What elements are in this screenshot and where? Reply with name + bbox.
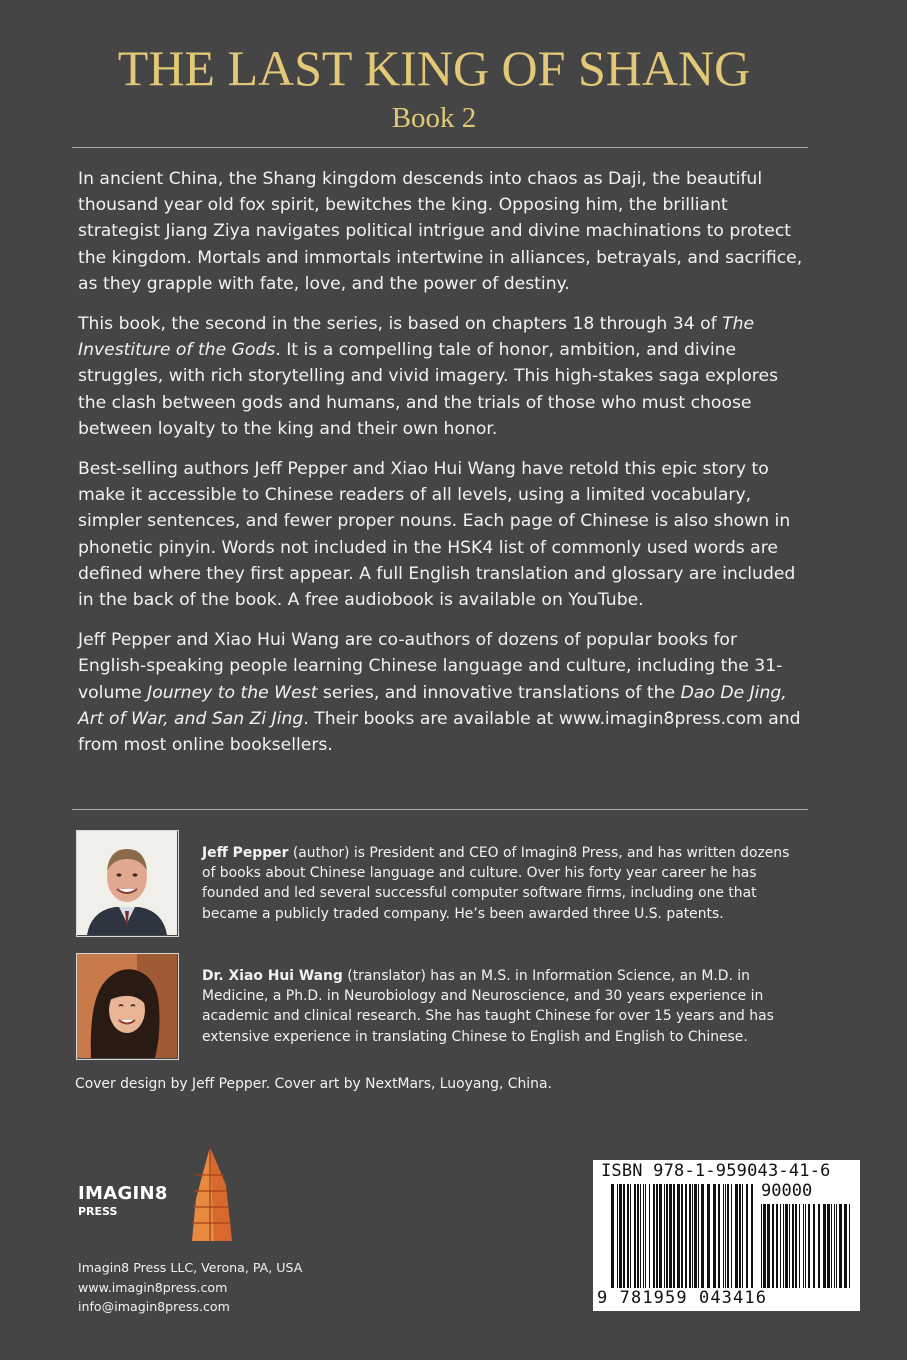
barcode-number: 9 781959 043416 bbox=[597, 1288, 768, 1308]
middle-divider bbox=[72, 809, 808, 810]
barcode-bar bbox=[746, 1184, 748, 1288]
author-photo-jeff-pepper bbox=[76, 830, 179, 937]
barcode-bar bbox=[698, 1184, 699, 1288]
author-photo-xiao-hui-wang bbox=[76, 953, 179, 1060]
bio-xiao-hui-wang-text: (translator) has an M.S. in Information Science, an M.D. in Medicine, a Ph.D. in Neurobiology and Neuroscience, and 30 years experience in academic and clinical research. She has taught Chinese for over 15 years and has extensive experience in translating Chinese to English and English to Chinese. bbox=[202, 968, 774, 1045]
isbn-text: ISBN 978-1-959043-41-6 bbox=[601, 1161, 831, 1181]
barcode-bar bbox=[617, 1184, 618, 1288]
barcode-bar bbox=[634, 1184, 636, 1288]
barcode-bar bbox=[725, 1184, 726, 1288]
barcode-bar bbox=[637, 1184, 639, 1288]
publisher-email: info@imagin8press.com bbox=[78, 1299, 230, 1314]
publisher-address-block bbox=[78, 1258, 302, 1317]
barcode-bar bbox=[685, 1184, 687, 1288]
barcode-bar bbox=[803, 1204, 804, 1288]
barcode-bar bbox=[735, 1184, 738, 1288]
barcode-bar bbox=[659, 1184, 662, 1288]
barcode-bar bbox=[783, 1204, 784, 1288]
barcode-bar bbox=[839, 1204, 842, 1288]
junk-sail-icon bbox=[186, 1145, 236, 1245]
bio-xiao-hui-wang-name: Dr. Xiao Hui Wang bbox=[202, 968, 343, 984]
barcode-bar bbox=[780, 1204, 781, 1288]
barcode-bar bbox=[681, 1184, 683, 1288]
barcode-bar bbox=[713, 1184, 716, 1288]
bio-jeff-pepper-name: Jeff Pepper bbox=[202, 845, 289, 861]
barcode-bar bbox=[630, 1184, 631, 1288]
barcode-bar bbox=[751, 1184, 753, 1288]
barcode-bar bbox=[656, 1184, 658, 1288]
barcode-bar bbox=[799, 1204, 800, 1288]
barcode-bar bbox=[640, 1184, 641, 1288]
barcode-bar bbox=[718, 1184, 720, 1288]
barcode-bar bbox=[763, 1204, 766, 1288]
barcode-bar bbox=[761, 1204, 762, 1288]
book-subtitle: Book 2 bbox=[391, 102, 477, 134]
barcode-bar bbox=[823, 1204, 826, 1288]
barcode-bar bbox=[694, 1184, 697, 1288]
barcode-bar bbox=[649, 1184, 650, 1288]
barcode-bar bbox=[805, 1204, 806, 1288]
barcode-bar bbox=[818, 1204, 820, 1288]
blurb-p2-text-a: This book, the second in the series, is based on chapters 18 through 34 of bbox=[78, 314, 723, 335]
blurb-p4-italic-1: Journey to the West bbox=[147, 682, 318, 703]
barcode-bar bbox=[673, 1184, 675, 1288]
blurb-paragraph-4 bbox=[78, 627, 808, 758]
barcode-bar bbox=[619, 1184, 622, 1288]
barcode-bar bbox=[623, 1184, 625, 1288]
barcode-bars-addon bbox=[761, 1204, 853, 1288]
barcode-bar bbox=[723, 1184, 724, 1288]
barcode-bars-main bbox=[611, 1184, 755, 1288]
barcode-bar bbox=[792, 1204, 794, 1288]
barcode-bar bbox=[653, 1184, 655, 1288]
publisher-logo bbox=[78, 1145, 238, 1245]
barcode-bar bbox=[677, 1184, 680, 1288]
blurb-p4-text-c: . Their books are available at www.imagin8press.com and from most online booksellers. bbox=[78, 708, 801, 756]
barcode-bar bbox=[849, 1204, 850, 1288]
barcode-bar bbox=[808, 1204, 810, 1288]
blurb-paragraph-2 bbox=[78, 311, 808, 442]
barcode-bar bbox=[666, 1184, 668, 1288]
barcode-bar bbox=[795, 1204, 797, 1288]
publisher-website: www.imagin8press.com bbox=[78, 1279, 228, 1295]
blurb bbox=[78, 166, 808, 772]
blurb-p2-italic: The Investiture of the Gods bbox=[78, 314, 755, 361]
blurb-p2-text-b: . It is a compelling tale of honor, ambition, and divine struggles, with rich storytelling and vivid imagery. This high-stakes saga explores the clash between gods and humans, and the trials of those who must choose between loyalty to the king and their own honor. bbox=[78, 340, 779, 439]
blurb-p4-italic-2: Dao De Jing, Art of War, and San Zi Jing bbox=[78, 682, 787, 729]
barcode-bar bbox=[727, 1184, 729, 1288]
blurb-paragraph-3: Best-selling authors Jeff Pepper and Xiao Hui Wang have retold this epic story to make it accessible to Chinese readers of all levels, using a limited vocabulary, simpler sentences, and fewer proper nouns. Each page of Chinese is also shown in phonetic pinyin. Words not included in the HSK4 list of commonly used words are defined where they first appear. A full English translation and glossary are included in the back of the book. A free audiobook is available on YouTube. bbox=[78, 459, 796, 611]
price-code: 90000 bbox=[761, 1181, 813, 1201]
barcode-bar bbox=[772, 1204, 774, 1288]
barcode-bar bbox=[836, 1204, 837, 1288]
barcode-bar bbox=[742, 1184, 743, 1288]
barcode-bar bbox=[831, 1204, 832, 1288]
barcode-bar bbox=[767, 1204, 770, 1288]
bio-jeff-pepper-text: (author) is President and CEO of Imagin8 Press, and has written dozens of books about Chinese language and culture. Over his forty year career he has founded and led several successful computer software firms, including one that became a publicly traded company. He’s been awarded three U.S. patents. bbox=[202, 845, 790, 922]
barcode-bar bbox=[785, 1204, 788, 1288]
logo-wordmark: IMAGIN8 bbox=[78, 1183, 168, 1204]
barcode-bar bbox=[701, 1184, 704, 1288]
isbn-barcode bbox=[593, 1160, 860, 1311]
barcode-bar bbox=[844, 1204, 847, 1288]
blurb-p4-text-a: Jeff Pepper and Xiao Hui Wang are co-authors of dozens of popular books for English-speaking people learning Chinese language and culture, including the 31-volume bbox=[78, 630, 783, 703]
barcode-bar bbox=[827, 1204, 830, 1288]
cover-credit: Cover design by Jeff Pepper. Cover art by NextMars, Luoyang, China. bbox=[75, 1076, 552, 1092]
blurb-p4-text-b: series, and innovative translations of the bbox=[317, 682, 681, 703]
bio-xiao-hui-wang bbox=[202, 966, 802, 1047]
barcode-bar bbox=[664, 1184, 665, 1288]
barcode-bar bbox=[739, 1184, 741, 1288]
book-title: THE LAST KING OF SHANG bbox=[117, 40, 751, 96]
barcode-bar bbox=[627, 1184, 629, 1288]
barcode-bar bbox=[789, 1204, 790, 1288]
bio-jeff-pepper bbox=[202, 843, 802, 924]
barcode-bar bbox=[731, 1184, 732, 1288]
barcode-bar bbox=[692, 1184, 693, 1288]
barcode-bar bbox=[834, 1204, 835, 1288]
top-divider bbox=[72, 147, 808, 148]
logo-subword: PRESS bbox=[78, 1205, 118, 1218]
blurb-paragraph-1: In ancient China, the Shang kingdom descends into chaos as Daji, the beautiful thousand year old fox spirit, bewitches the king. Opposing him, the brilliant strategist Jiang Ziya navigates political intrigue and divine machinations to protect the kingdom. Mortals and immortals intertwine in alliances, betrayals, and sacrifice, as they grapple with fate, love, and the power of destiny. bbox=[78, 169, 803, 294]
publisher-address: Imagin8 Press LLC, Verona, PA, USA bbox=[78, 1260, 303, 1275]
barcode-bar bbox=[643, 1184, 644, 1288]
barcode-bar bbox=[611, 1184, 614, 1288]
barcode-bar bbox=[669, 1184, 672, 1288]
barcode-bar bbox=[689, 1184, 691, 1288]
barcode-bar bbox=[645, 1184, 646, 1288]
barcode-bar bbox=[776, 1204, 778, 1288]
barcode-bar bbox=[707, 1184, 710, 1288]
barcode-bar bbox=[813, 1204, 815, 1288]
